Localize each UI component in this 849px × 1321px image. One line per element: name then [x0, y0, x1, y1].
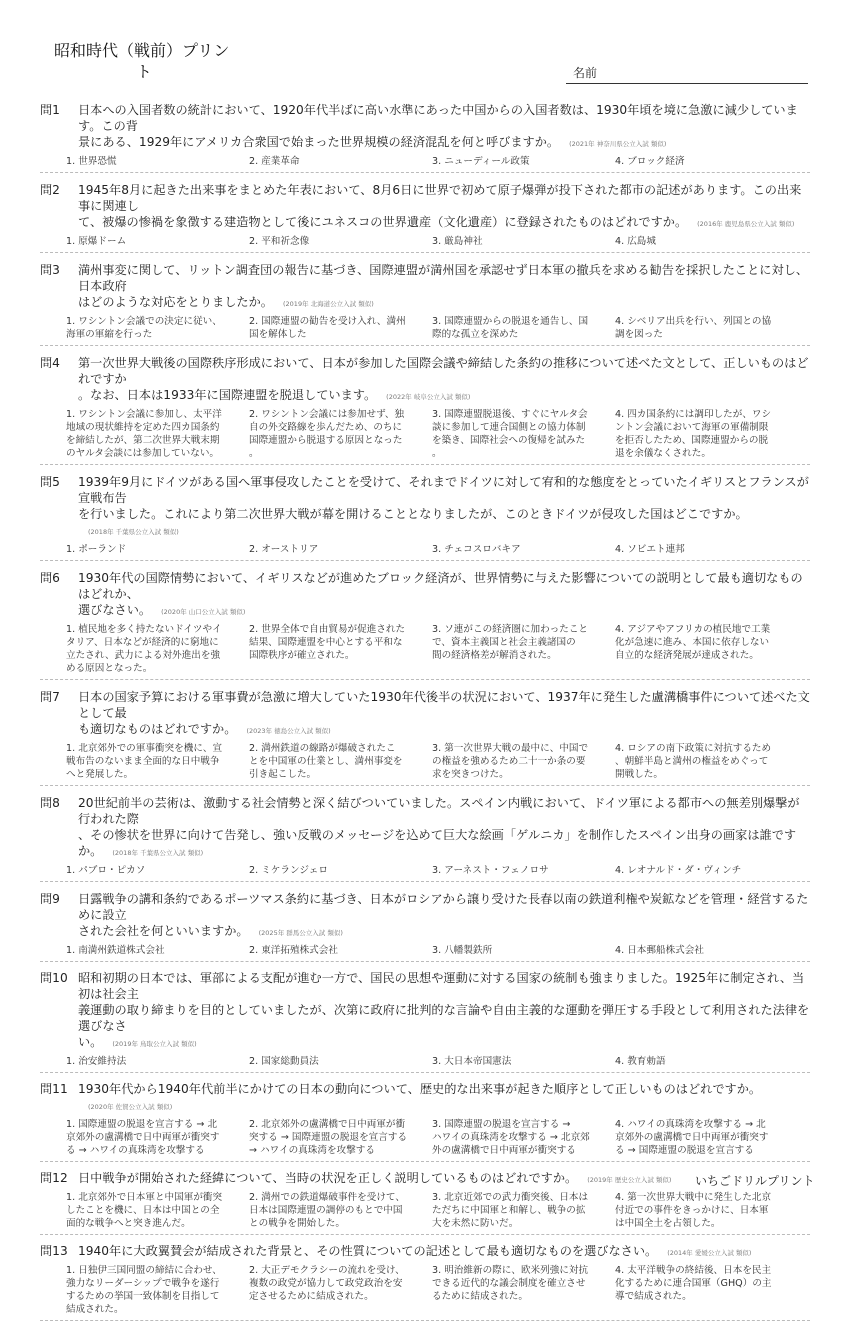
answer-option[interactable] — [615, 1055, 798, 1068]
answer-option-line: 3. アーネスト・フェノロサ — [432, 865, 549, 876]
answer-option-line: 。 — [432, 448, 442, 459]
answer-option[interactable] — [615, 1264, 798, 1316]
answer-option-line: 2. 世界全体で自由貿易が促進された — [249, 624, 406, 635]
answer-option-line: る → ハワイの真珠湾を攻撃する — [66, 1145, 205, 1156]
question-text-span: 1945年8月に起きた出来事をまとめた年表において、8月6日に世界で初めて原子爆弾が投下された都市の記述があります。この出来事に関連し — [78, 183, 802, 213]
answer-option-line: との戦争を開始した。 — [249, 1218, 345, 1229]
answer-option[interactable] — [432, 315, 615, 341]
question-text-span: 1940年に大政翼賛会が結成された背景と、その性質についての記述として最も適切なものを選びなさい。 — [78, 1244, 658, 1258]
question-block — [40, 570, 810, 680]
answer-option-line: 1. 世界恐慌 — [66, 156, 117, 167]
question-text-span: て、被爆の惨禍を象徴する建造物として後にユネスコの世界遺産（文化遺産）に登録されたものはどれですか。 — [78, 215, 688, 229]
answer-options — [66, 408, 810, 460]
answer-options — [66, 1264, 810, 1316]
answer-option-line: 4. 四カ国条約には調印したが、ワシ — [615, 409, 772, 420]
answer-option[interactable] — [432, 155, 615, 168]
answer-option-line: 3. 国際連盟脱退後、すぐにヤルタ会 — [432, 409, 588, 420]
answer-option-line: ハワイの真珠湾を攻撃する → 北京郊 — [432, 1132, 590, 1143]
question-block — [40, 970, 810, 1073]
answer-option-line: 4. 第一次世界大戦中に発生した北京 — [615, 1192, 772, 1203]
answer-option-line: 4. アジアやアフリカの植民地で工業 — [615, 624, 771, 635]
answer-option-line: 自立的な経済発展が達成された。 — [615, 650, 759, 661]
answer-option-line: 自の外交路線を歩んだため、のちに — [249, 422, 403, 433]
answer-option-line: 4. 教育勅語 — [615, 1056, 666, 1067]
answer-option[interactable] — [432, 1264, 615, 1316]
answer-option-line: 4. 広島城 — [615, 236, 656, 247]
question-header — [40, 689, 810, 739]
answer-option[interactable] — [615, 315, 798, 341]
answer-option-line: 引き起こした。 — [249, 769, 317, 780]
answer-option-line: 結果、国際連盟を中心とする平和な — [249, 637, 403, 648]
question-number: 問10 — [40, 971, 68, 985]
question-text — [78, 970, 810, 1052]
question-header — [40, 474, 810, 540]
answer-option-line: 1. ワシントン会議での決定に従い、 — [66, 316, 222, 327]
answer-option[interactable] — [249, 1055, 432, 1068]
question-text-span: い。 — [78, 1035, 103, 1049]
answer-option[interactable] — [615, 864, 798, 877]
answer-option-line: 4. レオナルド・ダ・ヴィンチ — [615, 865, 742, 876]
answer-option-line: る → 国際連盟の脱退を宣言する — [615, 1145, 754, 1156]
answer-option-line: 開戦した。 — [615, 769, 663, 780]
answer-option-line: 化が急速に進み、本国に依存しない — [615, 637, 770, 648]
answer-options — [66, 944, 810, 957]
question-header — [40, 891, 810, 941]
answer-option-line: 1. 北京郊外での軍事衝突を機に、宣 — [66, 743, 223, 754]
answer-option-line: 2. 産業革命 — [249, 156, 300, 167]
page-title — [54, 40, 234, 82]
answer-option[interactable] — [615, 623, 798, 675]
answer-option-line: 4. 日本郵船株式会社 — [615, 945, 704, 956]
answer-option-line: → ハワイの真珠湾を攻撃する — [249, 1145, 375, 1156]
answer-option[interactable] — [249, 155, 432, 168]
answer-option[interactable] — [66, 235, 249, 248]
question-text-span: 日本の国家予算における軍事費が急激に増大していた1930年代後半の状況において、1937年に発生した盧溝橋事件について述べた文として最 — [78, 690, 810, 720]
question-text-line — [78, 134, 810, 152]
question-text-line — [78, 923, 810, 941]
question-text-line — [78, 602, 810, 620]
answer-options — [66, 543, 810, 556]
question-text-span: はどのような対応をとりましたか。 — [78, 295, 273, 309]
answer-option[interactable] — [249, 944, 432, 957]
question-text — [78, 891, 810, 941]
question-text-line — [78, 506, 810, 540]
answer-option[interactable] — [66, 315, 249, 341]
answer-option-line: ントン会議において海軍の軍備制限 — [615, 422, 769, 433]
answer-option-line: 2. ワシントン会議には参加せず、独 — [249, 409, 405, 420]
question-block — [40, 355, 810, 465]
answer-option-line: 3. 第一次世界大戦の最中に、中国で — [432, 743, 589, 754]
question-text — [78, 1243, 810, 1261]
answer-option-line: を締結したが、第二次世界大戦末期 — [66, 435, 220, 446]
question-text-line — [78, 891, 810, 923]
question-source: (2018年 千葉県公立入試 類似) — [112, 849, 204, 857]
question-text-span: 1930年代の国際情勢において、イギリスなどが進めたブロック経済が、世界情勢に与えた影響についての説明として最も適切なものはどれか、 — [78, 571, 803, 601]
answer-option-line: 2. 大正デモクラシーの流れを受け、 — [249, 1265, 405, 1276]
answer-option-line: 突する → 国際連盟の脱退を宣言する — [249, 1132, 408, 1143]
question-text-line — [78, 294, 810, 312]
question-text-span: 1939年9月にドイツがある国へ軍事侵攻したことを受けて、それまでドイツに対して宥和的な態度をとっていたイギリスとフランスが宣戦布告 — [78, 475, 809, 505]
question-header — [40, 570, 810, 620]
answer-option[interactable] — [249, 742, 432, 781]
answer-option-line: める原因となった。 — [66, 663, 153, 674]
answer-option[interactable] — [432, 1055, 615, 1068]
answer-option-line: 2. 東洋拓殖株式会社 — [249, 945, 338, 956]
question-text-line — [78, 689, 810, 721]
question-block — [40, 891, 810, 962]
answer-option-line: 京郊外の盧溝橋で日中両軍が衝突す — [66, 1132, 220, 1143]
question-source: (2021年 神奈川県公立入試 類似) — [569, 140, 667, 148]
question-text-line — [78, 1081, 810, 1115]
question-header — [40, 262, 810, 312]
answer-option-line: 国際連盟から脱退する原因となった — [249, 435, 403, 446]
answer-option-line: 1. 治安維持法 — [66, 1056, 127, 1067]
question-header — [40, 1081, 810, 1115]
answer-option-line: を築き、国際社会への復帰を試みた — [432, 435, 586, 446]
question-number: 問6 — [40, 571, 60, 585]
answer-option-line: 1. ポーランド — [66, 544, 127, 555]
answer-option[interactable] — [249, 864, 432, 877]
question-text-line — [78, 795, 810, 827]
answer-option-line: 強力なリーダーシップで戦争を遂行 — [66, 1278, 220, 1289]
question-text-line — [78, 474, 810, 506]
answer-option-line: 3. ニューディール政策 — [432, 156, 530, 167]
answer-option-line: 4. ロシアの南下政策に対抗するため — [615, 743, 772, 754]
answer-option-line: るために結成された。 — [432, 1291, 528, 1302]
question-text-span: 。なお、日本は1933年に国際連盟を脱退しています。 — [78, 388, 377, 402]
answer-option-line: 。 — [249, 448, 259, 459]
answer-option[interactable] — [615, 1191, 798, 1230]
question-text-line — [78, 827, 810, 861]
question-source: (2014年 愛媛公立入試 類似) — [667, 1249, 752, 1257]
answer-option-line: 2. 満州での鉄道爆破事件を受けて、 — [249, 1192, 405, 1203]
answer-option-line: 1. 植民地を多く持たないドイツやイ — [66, 624, 222, 635]
answer-option[interactable] — [66, 1264, 249, 1316]
question-number: 問7 — [40, 690, 60, 704]
answer-option[interactable] — [249, 543, 432, 556]
answer-option[interactable] — [615, 235, 798, 248]
answer-option[interactable] — [432, 864, 615, 877]
answer-option-line: 2. 国際連盟の勧告を受け入れ、満州 — [249, 316, 406, 327]
answer-option-line: 国を解体した — [249, 329, 307, 340]
question-source: (2019年 歴史公立入試 類似) — [587, 1176, 672, 1184]
answer-option[interactable] — [249, 1118, 432, 1157]
question-number: 問4 — [40, 356, 60, 370]
question-text-span: 景にある、1929年にアメリカ合衆国で始まった世界規模の経済混乱を何と呼びますか。 — [78, 135, 560, 149]
question-text — [78, 570, 810, 620]
footer-brand: いちごドリルプリント — [695, 1174, 815, 1188]
answer-options — [66, 623, 810, 675]
answer-option[interactable] — [615, 1118, 798, 1157]
answer-option[interactable] — [66, 623, 249, 675]
answer-option-line: 地域の現状維持を定めた四カ国条約 — [66, 422, 220, 433]
question-text-span: 満州事変に関して、リットン調査団の報告に基づき、国際連盟が満州国を承認せず日本軍の撤兵を求める勧告を採択したことに対し、日本政府 — [78, 263, 809, 293]
answer-option-line: 求を突きつけた。 — [432, 769, 509, 780]
question-source: (2022年 岐阜公立入試 類似) — [386, 393, 471, 401]
question-source: (2016年 鹿児島県公立入試 類似) — [697, 220, 795, 228]
question-text-span: 、その惨状を世界に向けて告発し、強い反戦のメッセージを込めて巨大な絵画「ゲルニカ」を制作したスペイン出身の画家は誰ですか。 — [78, 828, 797, 858]
answer-option-line: 複数の政党が協力して政党政治を安 — [249, 1278, 403, 1289]
answer-option-line: するための挙国一致体制を目指して — [66, 1291, 220, 1302]
question-source: (2020年 山口公立入試 類似) — [161, 608, 246, 616]
question-text-span: 日中戦争が開始された経緯について、当時の状況を正しく説明しているものはどれですか。 — [78, 1171, 578, 1185]
answer-option[interactable] — [615, 543, 798, 556]
answer-option[interactable] — [249, 315, 432, 341]
question-header — [40, 102, 810, 152]
answer-option-line: 付近での事件をきっかけに、日本軍 — [615, 1205, 769, 1216]
question-text — [78, 795, 810, 861]
answer-option-line: を拒否したため、国際連盟からの脱 — [615, 435, 769, 446]
question-block — [40, 1243, 810, 1321]
answer-option-line: 、朝鮮半島と満州の権益をめぐって — [615, 756, 769, 767]
answer-option-line: 京郊外の盧溝橋で日中両軍が衝突す — [615, 1132, 769, 1143]
answer-option[interactable] — [432, 1191, 615, 1230]
answer-option-line: とを中国軍の仕業とし、満州事変を — [249, 756, 403, 767]
answer-option[interactable] — [432, 1118, 615, 1157]
answer-options — [66, 742, 810, 781]
question-text-span: 選びなさい。 — [78, 603, 152, 617]
answer-option[interactable] — [615, 155, 798, 168]
answer-option-line: 3. 国際連盟の脱退を宣言する → — [432, 1119, 571, 1130]
answer-option-line: 調を図った — [615, 329, 663, 340]
answer-option-line: したことを機に、日本は中国との全 — [66, 1205, 220, 1216]
question-block — [40, 102, 810, 173]
question-text-span: を行いました。これにより第二次世界大戦が幕を開けることとなりましたが、このときドイツが侵攻した国はどこですか。 — [78, 507, 748, 521]
answer-option-line: 3. 北京近郊での武力衝突後、日本は — [432, 1192, 589, 1203]
question-text-span: された会社を何といいますか。 — [78, 924, 249, 938]
question-text-line — [78, 721, 810, 739]
question-text-line — [78, 1034, 810, 1052]
question-list — [40, 102, 810, 1321]
question-text-line — [78, 1002, 810, 1034]
answer-option-line: 1. 日独伊三国同盟の締結に合わせ、 — [66, 1265, 222, 1276]
answer-option[interactable] — [615, 742, 798, 781]
answer-option-line: のヤルタ会談には参加していない。 — [66, 448, 220, 459]
answer-option-line: 定させるために結成された。 — [249, 1291, 374, 1302]
answer-option-line: 退を余儀なくされた。 — [615, 448, 711, 459]
answer-option-line: 国際秩序が確立された。 — [249, 650, 355, 661]
question-text — [78, 1081, 810, 1115]
page-title-line-2: ト — [136, 62, 153, 81]
answer-option[interactable] — [432, 408, 615, 460]
answer-option-line: できる近代的な議会制度を確立させ — [432, 1278, 586, 1289]
answer-options — [66, 235, 810, 248]
answer-option-line: 4. シベリア出兵を行い、列国との協 — [615, 316, 772, 327]
answer-option-line: の権益を強めるため二十一か条の要 — [432, 756, 586, 767]
question-block — [40, 182, 810, 253]
question-text-span: も適切なものはどれですか。 — [78, 722, 237, 736]
answer-option-line: 海軍の軍縮を行った — [66, 329, 153, 340]
answer-option-line: 1. 原爆ドーム — [66, 236, 127, 247]
question-block — [40, 262, 810, 346]
question-source: (2019年 北海道公立入試 類似) — [283, 300, 374, 308]
question-text — [78, 355, 810, 405]
name-label: 名前 — [573, 66, 598, 80]
answer-option[interactable] — [66, 864, 249, 877]
question-block — [40, 689, 810, 786]
answer-options — [66, 864, 810, 877]
answer-options — [66, 1055, 810, 1068]
answer-option[interactable] — [249, 1191, 432, 1230]
answer-option-line: 結成された。 — [66, 1304, 124, 1315]
answer-option-line: 2. 北京郊外の盧溝橋で日中両軍が衝 — [249, 1119, 406, 1130]
answer-option-line: 2. 満州鉄道の線路が爆破されたこ — [249, 743, 396, 754]
question-text — [78, 182, 810, 232]
answer-option-line: 3. ソ連がこの経済圏に加わったこと — [432, 624, 589, 635]
answer-options — [66, 1118, 810, 1157]
question-number: 問8 — [40, 796, 60, 810]
question-text-line — [78, 214, 810, 232]
question-text-span: 1930年代から1940年代前半にかけての日本の動向について、歴史的な出来事が起きた順序として正しいものはどれですか。 — [78, 1082, 762, 1096]
question-text-line — [78, 387, 810, 405]
question-number: 問11 — [40, 1082, 68, 1096]
answer-option-line: 大を未然に防いだ。 — [432, 1218, 519, 1229]
question-text — [78, 102, 810, 152]
answer-option-line: 化するために連合国軍（GHQ）の主 — [615, 1278, 772, 1289]
answer-option[interactable] — [615, 944, 798, 957]
answer-option[interactable] — [249, 1264, 432, 1316]
question-source: (2018年 千葉県公立入試 類似) — [88, 528, 179, 536]
question-source: (2019年 鳥取公立入試 類似) — [112, 1040, 197, 1048]
answer-option-line: 間の経済格差が解消された。 — [432, 650, 557, 661]
answer-option[interactable] — [249, 408, 432, 460]
answer-option-line: 2. 国家総動員法 — [249, 1056, 319, 1067]
question-header — [40, 970, 810, 1052]
question-text-span: 昭和初期の日本では、軍部による支配が進む一方で、国民の思想や運動に対する国家の統制も強まりました。1925年に制定され、当初は社会主 — [78, 971, 805, 1001]
answer-option[interactable] — [66, 1118, 249, 1157]
page-title-line-1: 昭和時代（戦前）プリン — [54, 41, 230, 60]
question-number: 問2 — [40, 183, 60, 197]
question-number: 問5 — [40, 475, 60, 489]
question-text-span: 日本への入国者数の統計において、1920年代半ばに高い水準にあった中国からの入国者数は、1930年頃を境に急激に減少しています。この背 — [78, 103, 798, 133]
answer-option-line: 4. 太平洋戦争の終結後、日本を民主 — [615, 1265, 772, 1276]
question-text-line — [78, 570, 810, 602]
question-text-span: 20世紀前半の芸術は、激動する社会情勢と深く結びついていました。スペイン内戦において、ドイツ軍による都市への無差別爆撃が行われた際 — [78, 796, 800, 826]
answer-option-line: 4. ソビエト連邦 — [615, 544, 685, 555]
answer-options — [66, 155, 810, 168]
answer-option-line: 外の盧溝橋で日中両軍が衝突する — [432, 1145, 576, 1156]
answer-option[interactable] — [615, 408, 798, 460]
question-number: 問12 — [40, 1171, 68, 1185]
question-text — [78, 262, 810, 312]
question-header — [40, 795, 810, 861]
question-source: (2023年 徳島公立入試 類似) — [246, 727, 331, 735]
answer-option-line: 3. 厳島神社 — [432, 236, 483, 247]
answer-option-line: 3. 八幡製鉄所 — [432, 945, 493, 956]
question-text-line — [78, 355, 810, 387]
answer-option[interactable] — [432, 235, 615, 248]
answer-option-line: 3. 明治維新の際に、欧米列強に対抗 — [432, 1265, 589, 1276]
question-number: 問3 — [40, 263, 60, 277]
question-block — [40, 795, 810, 882]
answer-option-line: へと発展した。 — [66, 769, 134, 780]
answer-option-line: 4. ブロック経済 — [615, 156, 685, 167]
answer-option-line: 1. 南満州鉄道株式会社 — [66, 945, 165, 956]
question-number: 問9 — [40, 892, 60, 906]
answer-option-line: 1. 北京郊外で日本軍と中国軍が衝突 — [66, 1192, 223, 1203]
answer-option[interactable] — [432, 944, 615, 957]
answer-option-line: 3. チェコスロバキア — [432, 544, 521, 555]
question-header — [40, 182, 810, 232]
answer-option[interactable] — [432, 543, 615, 556]
answer-option-line: 談に参加して連合国側との協力体制 — [432, 422, 586, 433]
answer-option-line: 面的な戦争へと突き進んだ。 — [66, 1218, 191, 1229]
answer-option[interactable] — [432, 742, 615, 781]
question-text-span: 義運動の取り締まりを目的としていましたが、次第に政府に批判的な言論や自由主義的な運動を弾圧する手段として利用された法律を選びなさ — [78, 1003, 810, 1033]
answer-option-line: 2. ミケランジェロ — [249, 865, 328, 876]
answer-option-line: 1. ワシントン会議に参加し、太平洋 — [66, 409, 222, 420]
question-header — [40, 1243, 810, 1261]
name-field-line[interactable] — [566, 83, 808, 84]
question-block — [40, 1081, 810, 1162]
answer-option-line: 3. 大日本帝国憲法 — [432, 1056, 512, 1067]
question-number: 問13 — [40, 1244, 68, 1258]
answer-option-line: 1. パブロ・ピカソ — [66, 865, 146, 876]
answer-option-line: 3. 国際連盟からの脱退を通告し、国 — [432, 316, 589, 327]
question-source: (2020年 佐賀公立入試 類似) — [88, 1103, 173, 1111]
answer-option-line: 日本は国際連盟の調停のもとで中国 — [249, 1205, 403, 1216]
question-text-line — [78, 970, 810, 1002]
answer-option[interactable] — [249, 235, 432, 248]
answer-options — [66, 315, 810, 341]
question-header — [40, 355, 810, 405]
answer-option-line: 導で結成された。 — [615, 1291, 692, 1302]
answer-option[interactable] — [66, 944, 249, 957]
question-text-line — [78, 102, 810, 134]
question-number: 問1 — [40, 103, 60, 117]
question-text — [78, 474, 810, 540]
answer-option-line: 1. 国際連盟の脱退を宣言する → 北 — [66, 1119, 218, 1130]
answer-option-line: は中国全土を占領した。 — [615, 1218, 721, 1229]
answer-option[interactable] — [249, 623, 432, 675]
answer-option-line: ただちに中国軍と和解し、戦争の拡 — [432, 1205, 586, 1216]
answer-option[interactable] — [432, 623, 615, 675]
question-text-span: 日露戦争の講和条約であるポーツマス条約に基づき、日本がロシアから譲り受けた長春以南の鉄道利権や炭鉱などを管理・経営するために設立 — [78, 892, 809, 922]
answer-options — [66, 1191, 810, 1230]
answer-option-line: 立たされ、武力による対外進出を強 — [66, 650, 221, 661]
question-text-line — [78, 1243, 810, 1261]
answer-option-line: で、資本主義国と社会主義諸国の — [432, 637, 576, 648]
answer-option[interactable] — [66, 408, 249, 460]
answer-option-line: 4. ハワイの真珠湾を攻撃する → 北 — [615, 1119, 766, 1130]
question-text-line — [78, 182, 810, 214]
answer-option-line: 2. 平和祈念像 — [249, 236, 310, 247]
answer-option-line: タリア、日本などが経済的に窮地に — [66, 637, 219, 648]
question-block — [40, 474, 810, 561]
question-text — [78, 689, 810, 739]
answer-option-line: 2. オーストリア — [249, 544, 319, 555]
answer-option[interactable] — [66, 742, 249, 781]
answer-option[interactable] — [66, 543, 249, 556]
question-source: (2025年 群馬公立入試 類似) — [258, 929, 343, 937]
answer-option[interactable] — [66, 1191, 249, 1230]
answer-option-line: 戦布告のないまま全面的な日中戦争 — [66, 756, 220, 767]
answer-option[interactable] — [66, 155, 249, 168]
answer-option[interactable] — [66, 1055, 249, 1068]
question-text-span: 第一次世界大戦後の国際秩序形成において、日本が参加した国際会議や締結した条約の推移について述べた文として、正しいものはどれですか — [78, 356, 809, 386]
answer-option-line: 際的な孤立を深めた — [432, 329, 519, 340]
question-text-line — [78, 262, 810, 294]
